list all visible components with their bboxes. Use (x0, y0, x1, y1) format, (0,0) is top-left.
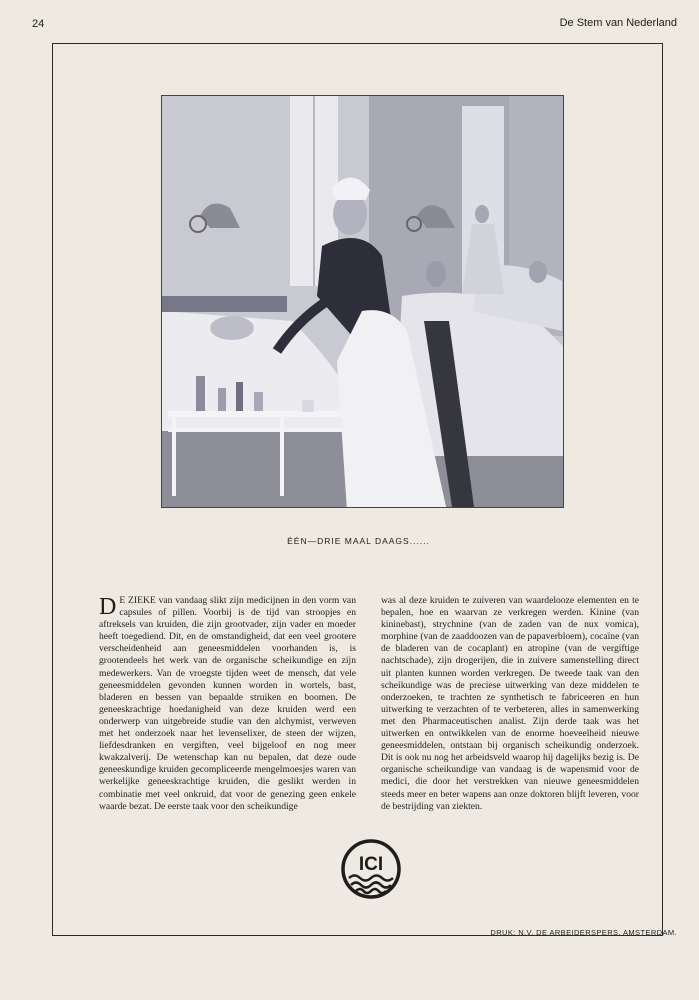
page-number: 24 (32, 18, 45, 30)
article-right-column (381, 595, 639, 813)
right-column-text: was al deze kruiden te zuiveren van waardelooze elementen en te bepalen, hoe en waarvan ze verkregen werden. Kinine (van kininebast), strychnine (van de zaden van de nux vomica), morphine (van de zaaddoozen van de papaverbloem), cocaïne (van de bladeren van de cocaplant) en atropine (van de vergiftige nachtschade), zijn drogerijen, die in zuivere samenstelling direct uit planten kunnen worden verkregen. De tweede taak van den scheikundige was de preciese uitwerking van deze middelen te onderzoeken, te trachten ze synthetisch te fabriceeren en hun uitwerking te verzachten of te verbeteren, alles in samenwerking met den Pharmaceutischen analist. Zijn derde taak was het uitwerken en ontwikkelen van de enorme hoeveelheid nieuwe geneesmiddelen, ontstaan bij organisch scheikundig onderzoek. Dit is ook nu nog het arbeidsveld waarop hij dagelijks bezig is. De organische scheikundige van vandaag is de wapensmid voor de medici, die door het verstrekken van nieuwe geneesmiddelen steeds meer en beter wapens aan onze doktoren blijft leveren, voor de bestrijding van ziekten. (381, 595, 639, 812)
running-title: De Stem van Nederland (559, 17, 677, 29)
dropcap: D (99, 594, 117, 620)
printer-imprint: DRUK: N.V. DE ARBEIDERSPERS, AMSTERDAM. (490, 928, 677, 937)
article-left-column (99, 595, 356, 813)
ici-wave-logo-icon (340, 838, 402, 900)
logo-text: ICI (358, 854, 384, 875)
left-column-text: E ZIEKE van vandaag slikt zijn medicijnen in den vorm van capsules of pillen. Voorbij is de tijd van stroopjes en aftreksels van kruiden, die zijn grootvader, zijn vader en moeder heeft toegediend. Dit, en de omstandigheid, dat een veel grootere verscheidenheid aan geneesmiddelen voorhanden is, is grootendeels het werk van de organische scheikundige en zijn medewerkers. Van de vroegste tijden weet de mensch, dat vele geneesmiddelen gevonden kunnen worden in wortels, bast, bladeren en bessen van bepaalde struiken en boomen. De geneeskrachtige hoedanigheid van deze kruiden werd een onderwerp van uitgebreide studie van den alchymist, verweven met het onderzoek naar het levenselixer, de steen der wijzen, liefdesdranken en vergiften, veel bijgeloof en nog meer kwakzalverij. De wetenschap kan nu bepalen, dat deze oude geneeskundige kruiden gecompliceerde mengelmoesjes waren van werkelijke geneeskrachtige kruiden, die geslikt werden in combinatie met veel onkruid, dat voor de genezing geen enkele waarde bezat. De eerste taak voor den scheikundige (99, 595, 356, 812)
caption (0, 536, 699, 546)
ici-logo (340, 838, 402, 900)
caption-text: ÉÉN—DRIE MAAL DAAGS...... (287, 536, 430, 546)
hospital-ward-illustration (161, 95, 564, 508)
